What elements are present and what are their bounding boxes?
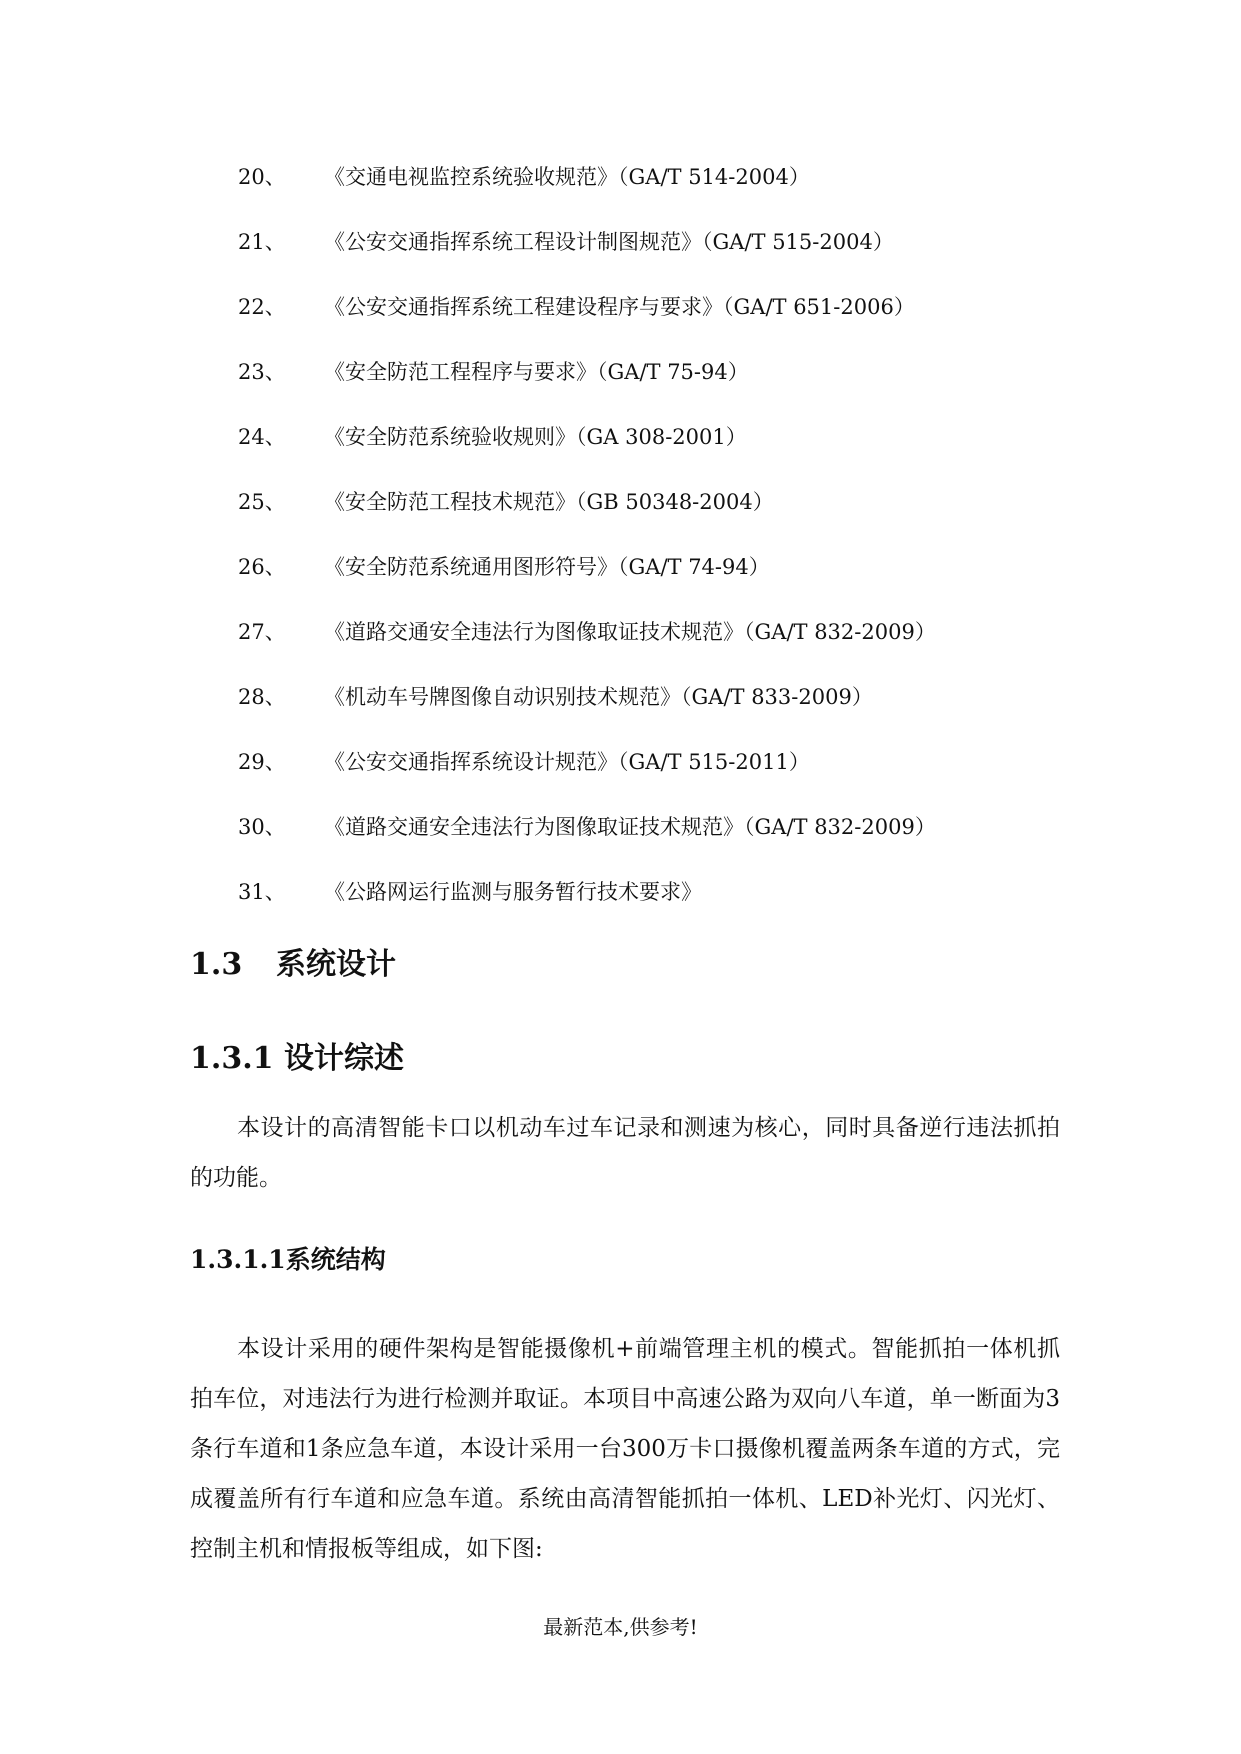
list-item-number: 30、	[238, 815, 286, 839]
list-item-number: 28、	[238, 685, 286, 709]
list-item-text: 《安全防范工程技术规范》（GB 50348-2004）	[324, 490, 774, 514]
list-item-number: 26、	[238, 555, 286, 579]
list-item	[0, 352, 1241, 392]
subsubsection-heading: 1.3.1.1系统结构	[190, 1245, 386, 1274]
list-item-text: 《机动车号牌图像自动识别技术规范》（GA/T 833-2009）	[324, 685, 873, 709]
list-item-number: 27、	[238, 620, 286, 644]
list-item	[0, 872, 1241, 912]
list-item-text: 《公安交通指挥系统设计规范》（GA/T 515-2011）	[324, 750, 810, 774]
list-item	[0, 612, 1241, 652]
list-item	[0, 677, 1241, 717]
list-item-text: 《道路交通安全违法行为图像取证技术规范》（GA/T 832-2009）	[324, 620, 936, 644]
list-item-text: 《公安交通指挥系统工程建设程序与要求》（GA/T 651-2006）	[324, 295, 915, 319]
list-item-number: 31、	[238, 880, 286, 904]
list-item	[0, 222, 1241, 262]
section-title: 系统设计	[276, 947, 396, 982]
section-number: 1.3	[190, 947, 243, 982]
list-item	[0, 482, 1241, 522]
list-item-number: 22、	[238, 295, 286, 319]
list-item-text: 《道路交通安全违法行为图像取证技术规范》（GA/T 832-2009）	[324, 815, 936, 839]
list-item-text: 《安全防范工程程序与要求》（GA/T 75-94）	[324, 360, 749, 384]
body-paragraph: 本设计采用的硬件架构是智能摄像机+前端管理主机的模式。智能抓拍一体机抓拍车位，对违法行为进行检测并取证。本项目中高速公路为双向八车道，单一断面为3条行车道和1条应急车道，本设计采用一台300万卡口摄像机覆盖两条车道的方式，完成覆盖所有行车道和应急车道。系统由高清智能抓拍一体机、LED补光灯、闪光灯、控制主机和情报板等组成，如下图:	[190, 1336, 1060, 1562]
list-item	[0, 742, 1241, 782]
subsection-heading: 1.3.1 设计综述	[190, 1041, 404, 1076]
list-item	[0, 287, 1241, 327]
body-paragraph: 本设计的高清智能卡口以机动车过车记录和测速为核心，同时具备逆行违法抓拍的功能。	[190, 1115, 1060, 1191]
list-item-text: 《公安交通指挥系统工程设计制图规范》（GA/T 515-2004）	[324, 230, 894, 254]
list-item-text: 《安全防范系统验收规则》（GA 308-2001）	[324, 425, 747, 449]
list-item	[0, 807, 1241, 847]
list-item-number: 23、	[238, 360, 286, 384]
list-item	[0, 417, 1241, 457]
list-item-number: 20、	[238, 165, 286, 189]
page-footer: 最新范本,供参考!	[543, 1615, 698, 1639]
list-item-text: 《交通电视监控系统验收规范》（GA/T 514-2004）	[324, 165, 810, 189]
list-item-text: 《安全防范系统通用图形符号》（GA/T 74-94）	[324, 555, 770, 579]
list-item-number: 24、	[238, 425, 286, 449]
list-item-number: 21、	[238, 230, 286, 254]
list-item-number: 29、	[238, 750, 286, 774]
list-item-text: 《公路网运行监测与服务暂行技术要求》	[324, 880, 702, 904]
list-item	[0, 547, 1241, 587]
list-item-number: 25、	[238, 490, 286, 514]
list-item	[0, 157, 1241, 197]
